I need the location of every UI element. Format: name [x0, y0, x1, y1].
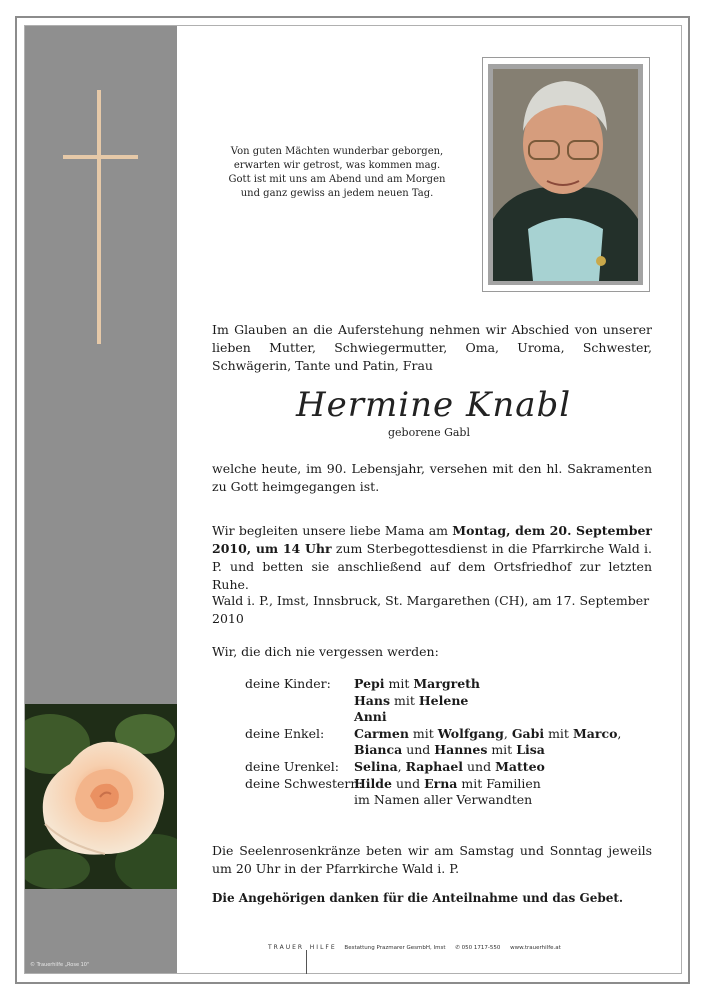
- family-name-row: [354, 742, 621, 759]
- family-name-row: [354, 693, 621, 710]
- person-name: Hilde: [354, 775, 393, 791]
- family-label: deine Schwestern:: [245, 775, 363, 791]
- connector-text: mit: [487, 742, 517, 758]
- connector-text: mit: [544, 725, 573, 741]
- family-name-row: [354, 726, 621, 743]
- maiden-name: geborene Gabl: [388, 426, 470, 439]
- deceased-name: Hermine Knabl: [296, 385, 572, 425]
- person-name: Anni: [354, 709, 387, 725]
- person-name: Hans: [354, 692, 391, 708]
- connector-text: und: [402, 742, 435, 758]
- connector-text: mit: [390, 692, 419, 708]
- intro-text: Im Glauben an die Auferstehung nehmen wir Abschied von unserer lieben Mutter, Schwiegermutter, Oma, Uroma, Schwester, Schwägerin, Tante und Patin, Frau: [212, 322, 652, 373]
- family-label: [245, 693, 363, 710]
- person-name: Lisa: [516, 742, 545, 758]
- family-name-row: [354, 776, 621, 793]
- poem: [212, 145, 462, 201]
- person-name: Helene: [418, 692, 469, 708]
- family-labels: [245, 676, 363, 809]
- portrait-photo: [493, 69, 638, 281]
- connector-text: ,: [617, 725, 622, 741]
- logo-divider: [306, 950, 307, 974]
- family-name-row: [354, 709, 621, 726]
- person-name: Raphael: [405, 758, 464, 774]
- family-name-row: [354, 759, 621, 776]
- person-name: Marco: [572, 725, 618, 741]
- connector-text: ,: [503, 725, 512, 741]
- family-name-row: [354, 792, 621, 809]
- copyright-note: © Trauerhilfe „Rose 10": [30, 962, 90, 968]
- rosary-text: Die Seelenrosenkränze beten wir am Samstag und Sonntag jeweils um 20 Uhr in der Pfarrkirche Wald i. P.: [212, 843, 652, 876]
- family-label: [245, 742, 363, 759]
- footer: [268, 944, 561, 954]
- family-label: [245, 709, 363, 726]
- person-name: Selina: [354, 758, 398, 774]
- family-label: [245, 792, 363, 809]
- funeral-date: Montag, dem 20. September 2010, um 14 Uhr: [212, 523, 652, 556]
- person-name: Matteo: [495, 758, 545, 774]
- cross-icon-bar: [63, 155, 138, 159]
- passing-text: welche heute, im 90. Lebensjahr, versehen mit den hl. Sakramenten zu Gott heimgegangen ist.: [212, 461, 652, 494]
- cross-icon: [97, 90, 101, 344]
- person-name: Wolfgang: [437, 725, 504, 741]
- poem-line: Von guten Mächten wunderbar geborgen,: [230, 146, 444, 157]
- family-label: deine Kinder:: [245, 676, 331, 691]
- mourners-intro: Wir, die dich nie vergessen werden:: [212, 644, 439, 659]
- logo-text-left: TRAUER: [268, 944, 305, 951]
- person-name: Erna: [424, 775, 458, 791]
- person-name: Margreth: [413, 676, 481, 691]
- person-name: Pepi: [354, 676, 385, 691]
- family-names: [354, 676, 621, 809]
- funeral-text: [212, 522, 652, 594]
- rose-image: [25, 704, 177, 889]
- connector-text: und: [392, 775, 425, 791]
- person-name: Bianca: [354, 742, 403, 758]
- connector-text: und: [463, 758, 496, 774]
- connector-text: mit Familien: [457, 775, 541, 791]
- place-date: Wald i. P., Imst, Innsbruck, St. Margarethen (CH), am 17. September 2010: [212, 593, 650, 626]
- family-label: deine Urenkel:: [245, 758, 339, 774]
- family-label: deine Enkel:: [245, 725, 325, 741]
- phone-number: 050 1717-550: [461, 945, 501, 951]
- person-name: Gabi: [511, 725, 545, 741]
- connector-text: im Namen aller Verwandten: [354, 792, 533, 808]
- person-name: Carmen: [354, 725, 409, 741]
- thanks-text: Die Angehörigen danken für die Anteilnahme und das Gebet.: [212, 891, 624, 905]
- funeral-text-part: zum Sterbegottesdienst in die Pfarrkirche Wald i. P. und betten sie anschließend auf dem Ortsfriedhof zur letzten Ruhe.: [212, 541, 653, 592]
- website-link[interactable]: www.trauerhilfe.at: [510, 945, 561, 951]
- connector-text: mit: [408, 725, 438, 741]
- poem-line: erwarten wir getrost, was kommen mag.: [233, 160, 441, 171]
- connector-text: mit: [384, 676, 414, 691]
- company-name: Bestattung Prazmarer GesmbH, Imst: [344, 945, 446, 951]
- funeral-text-part: Wir begleiten unsere liebe Mama am: [212, 523, 453, 538]
- poem-line: und ganz gewiss an jedem neuen Tag.: [240, 188, 434, 199]
- poem-line: Gott ist mit uns am Abend und am Morgen: [228, 174, 446, 185]
- logo-text-right: HILFE: [309, 944, 337, 951]
- family-name-row: [354, 676, 621, 693]
- connector-text: ,: [397, 758, 406, 774]
- person-name: Hannes: [434, 742, 488, 758]
- phone-icon: ✆: [455, 945, 460, 951]
